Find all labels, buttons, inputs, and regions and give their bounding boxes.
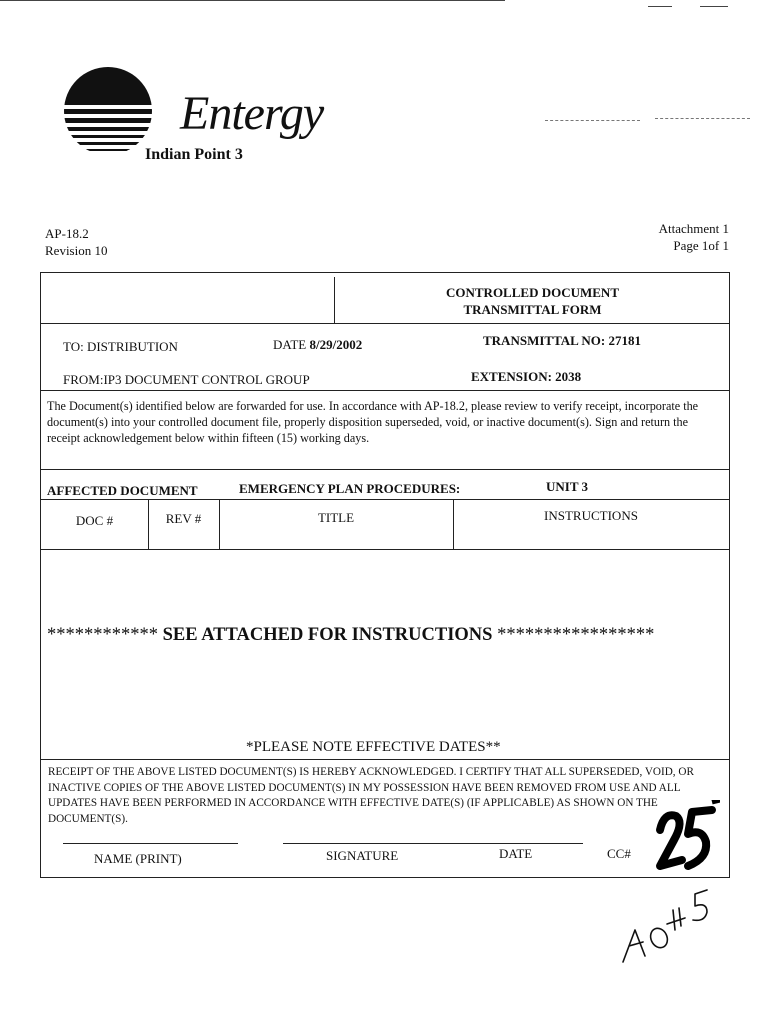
instructions-paragraph: The Document(s) identified below are forwarded for use. In accordance with AP-18.2, please review to verify receipt, incorporate the document(s) into your controlled document file, properly disposition superseded, void, or inactive document(s). Sign and return the receipt acknowledgement below within fifteen (15) working days.	[47, 399, 699, 445]
col-title: TITLE	[317, 510, 355, 525]
signature-label: SIGNATURE	[326, 848, 399, 863]
entergy-globe-logo	[62, 65, 154, 157]
form-title-line1: CONTROLLED DOCUMENT	[446, 285, 619, 300]
scan-dash	[655, 118, 750, 120]
date-label: DATE	[273, 337, 307, 352]
scan-edge-line	[0, 0, 505, 1]
col-doc-number: DOC #	[75, 513, 114, 528]
see-attached-text: SEE ATTACHED FOR INSTRUCTIONS	[162, 625, 493, 645]
date-signature-line	[463, 843, 583, 844]
effective-dates-note: *PLEASE NOTE EFFECTIVE DATES**	[246, 739, 501, 755]
affected-document-label: AFFECTED DOCUMENT	[47, 483, 198, 498]
to-field: TO: DISTRIBUTION	[63, 339, 178, 354]
scan-mark	[648, 6, 672, 7]
date-value: 8/29/2002	[309, 337, 363, 352]
scan-mark	[700, 6, 728, 7]
affected-document-value: EMERGENCY PLAN PROCEDURES:	[239, 481, 461, 496]
name-signature-line	[63, 843, 238, 844]
col-rev-number: REV #	[165, 511, 202, 526]
revision: Revision 10	[45, 243, 108, 258]
asterisks-right: *****************	[497, 625, 655, 645]
col-instructions: INSTRUCTIONS	[544, 508, 638, 523]
page-label: Page 1of 1	[673, 238, 729, 253]
asterisks-left: ************	[47, 625, 158, 645]
receipt-acknowledgement: RECEIPT OF THE ABOVE LISTED DOCUMENT(S) IS HEREBY ACKNOWLEDGED. I CERTIFY THAT ALL SUPERSEDED, VOID, OR INACTIVE COPIES OF THE ABOVE LISTED DOCUMENT(S) IN MY POSSESSION HAVE BEEN REMOVED FROM USE AND ALL UPDATES HAVE BEEN PERFORMED IN ACCORDANCE WITH EFFECTIVE DATE(S) (IF APPLICABLE) AS SHOWN ON THE DOCUMENT(S).	[48, 766, 694, 825]
attachment-label: Attachment 1	[658, 221, 729, 236]
transmittal-form	[40, 272, 730, 878]
date-field	[273, 337, 362, 353]
from-field: FROM:IP3 DOCUMENT CONTROL GROUP	[63, 372, 310, 387]
company-wordmark: Entergy	[180, 87, 324, 140]
extension-field: EXTENSION: 2038	[471, 369, 582, 384]
scan-dash	[545, 120, 640, 122]
unit-label: UNIT 3	[546, 479, 589, 494]
signature-line	[283, 843, 463, 844]
see-attached-banner	[47, 625, 654, 646]
procedure-number: AP-18.2	[45, 226, 89, 241]
handwritten-stamp-a045	[615, 880, 725, 970]
procedure-reference	[45, 225, 107, 259]
form-title-line2: TRANSMITTAL FORM	[463, 302, 602, 317]
date-label-bottom: DATE	[499, 846, 533, 861]
transmittal-number: TRANSMITTAL NO: 27181	[483, 333, 641, 348]
cc-number-label: CC#	[607, 846, 631, 861]
name-print-label: NAME (PRINT)	[94, 851, 182, 866]
handwritten-cc-number	[650, 800, 720, 880]
site-name: Indian Point 3	[145, 146, 243, 163]
attachment-reference	[659, 220, 729, 254]
